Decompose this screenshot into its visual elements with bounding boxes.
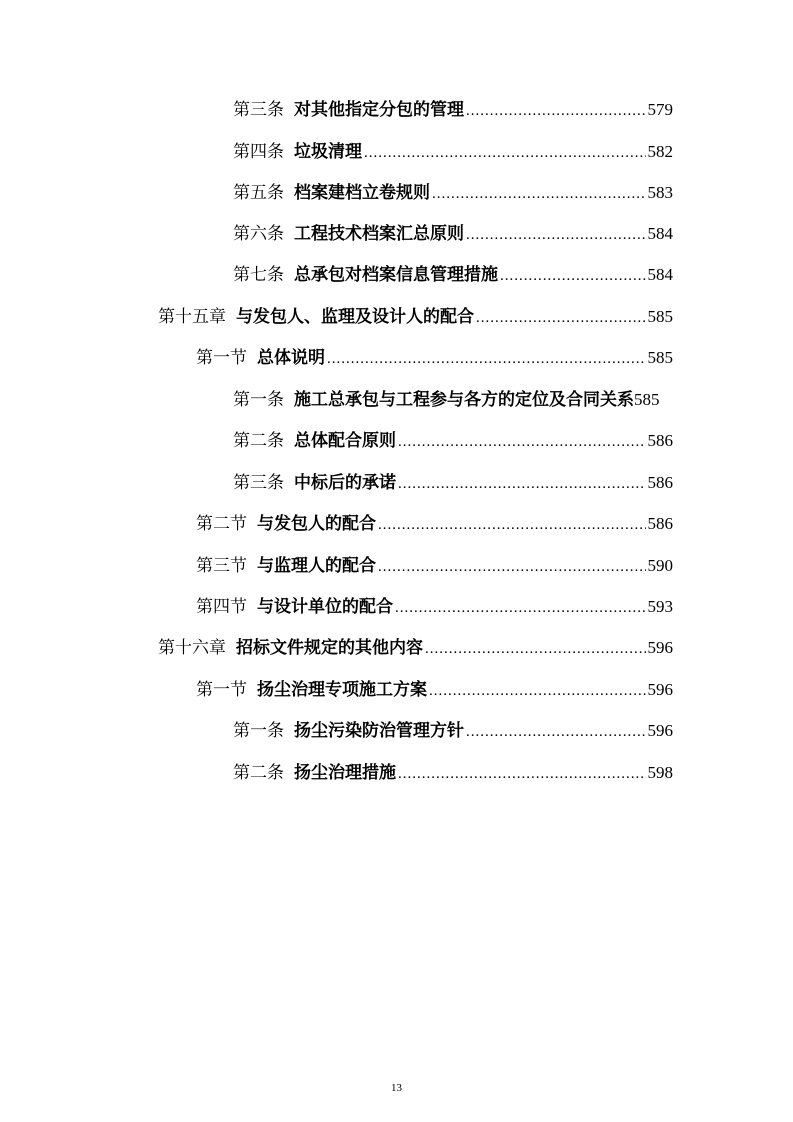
toc-entry-title: 与发包人、监理及设计人的配合	[236, 307, 474, 327]
toc-entry-title: 招标文件规定的其他内容	[236, 638, 423, 658]
toc-entry-title: 扬尘治理专项施工方案	[257, 680, 427, 700]
dot-leader	[364, 140, 646, 166]
toc-entry[interactable]	[233, 180, 673, 206]
toc-entry-number: 第三条	[233, 473, 284, 493]
toc-entry-page: 584	[647, 224, 673, 243]
toc-entry-number: 第一节	[196, 680, 247, 700]
dot-leader	[432, 181, 646, 207]
toc-entry-title: 档案建档立卷规则	[294, 183, 430, 203]
toc-entry[interactable]	[158, 304, 673, 330]
dot-leader	[500, 263, 646, 289]
toc-entry[interactable]	[233, 139, 673, 165]
toc-entry-page: 593	[647, 597, 673, 616]
dot-leader	[429, 678, 646, 704]
toc-entry-page: 585	[647, 307, 673, 326]
dot-leader	[378, 512, 646, 538]
toc-entry-title: 与发包人的配合	[257, 514, 376, 534]
toc-entry-title: 扬尘污染防治管理方针	[294, 721, 464, 741]
dot-leader	[398, 761, 646, 787]
toc-entry-number: 第七条	[233, 265, 284, 285]
toc-entry-title: 垃圾清理	[294, 142, 362, 162]
toc-entry-page: 584	[647, 265, 673, 284]
toc-entry-number: 第一条	[233, 390, 284, 410]
toc-entry[interactable]	[196, 594, 673, 620]
toc-entry[interactable]	[233, 428, 673, 454]
toc-entry-title: 工程技术档案汇总原则	[294, 224, 464, 244]
page-number: 13	[391, 1082, 402, 1094]
toc-entry[interactable]	[233, 760, 673, 786]
toc-entry[interactable]	[233, 718, 673, 744]
toc-entry-page: 579	[647, 100, 673, 119]
dot-leader	[327, 346, 646, 372]
toc-entry-title: 总体配合原则	[294, 431, 396, 451]
toc-entry-number: 第十六章	[158, 638, 226, 658]
toc-entry[interactable]	[196, 511, 673, 537]
toc-entry-title: 对其他指定分包的管理	[294, 100, 464, 120]
toc-entry[interactable]	[196, 553, 673, 579]
toc-entry-title: 施工总承包与工程参与各方的定位及合同关系	[294, 390, 634, 410]
toc-entry-page: 586	[647, 514, 673, 533]
toc-entry-number: 第二条	[233, 431, 284, 451]
toc-entry-title: 总承包对档案信息管理措施	[294, 265, 498, 285]
toc-entry-title: 总体说明	[257, 348, 325, 368]
toc-entry-number: 第二条	[233, 763, 284, 783]
toc-entry-page: 583	[647, 183, 673, 202]
toc-entry-page: 582	[647, 142, 673, 161]
dot-leader	[398, 429, 646, 455]
toc-entry[interactable]	[158, 635, 673, 661]
toc-entry-number: 第五条	[233, 183, 284, 203]
dot-leader	[476, 305, 646, 331]
toc-entry-page: 596	[647, 638, 673, 657]
toc-entry-page: 585	[634, 390, 660, 409]
toc-entry-page: 585	[647, 348, 673, 367]
dot-leader	[425, 636, 646, 662]
toc-entry-page: 596	[647, 721, 673, 740]
toc-entry-number: 第一节	[196, 348, 247, 368]
toc-entry-number: 第二节	[196, 514, 247, 534]
toc-entry[interactable]	[233, 387, 703, 413]
toc-entry-number: 第一条	[233, 721, 284, 741]
dot-leader	[466, 98, 646, 124]
toc-entry-number: 第三条	[233, 100, 284, 120]
toc-entry[interactable]	[196, 677, 673, 703]
toc-entry-page: 596	[647, 680, 673, 699]
dot-leader	[466, 719, 646, 745]
toc-entry-page: 586	[647, 473, 673, 492]
toc-entry-number: 第四条	[233, 142, 284, 162]
toc-entry-number: 第四节	[196, 597, 247, 617]
toc-entry-number: 第三节	[196, 556, 247, 576]
toc-entry[interactable]	[233, 262, 673, 288]
dot-leader	[395, 595, 646, 621]
toc-entry-page: 586	[647, 431, 673, 450]
toc-entry-number: 第十五章	[158, 307, 226, 327]
dot-leader	[466, 222, 646, 248]
toc-entry[interactable]	[196, 345, 673, 371]
toc-entry[interactable]	[233, 97, 673, 123]
toc-entry-title: 扬尘治理措施	[294, 763, 396, 783]
toc-entry-title: 与监理人的配合	[257, 556, 376, 576]
toc-entry-title: 中标后的承诺	[294, 473, 396, 493]
toc-entry-page: 598	[647, 763, 673, 782]
dot-leader	[398, 471, 646, 497]
dot-leader	[378, 554, 646, 580]
toc-entry-number: 第六条	[233, 224, 284, 244]
toc-entry-page: 590	[647, 556, 673, 575]
toc-entry-title: 与设计单位的配合	[257, 597, 393, 617]
toc-entry[interactable]	[233, 221, 673, 247]
toc-entry[interactable]	[233, 470, 673, 496]
